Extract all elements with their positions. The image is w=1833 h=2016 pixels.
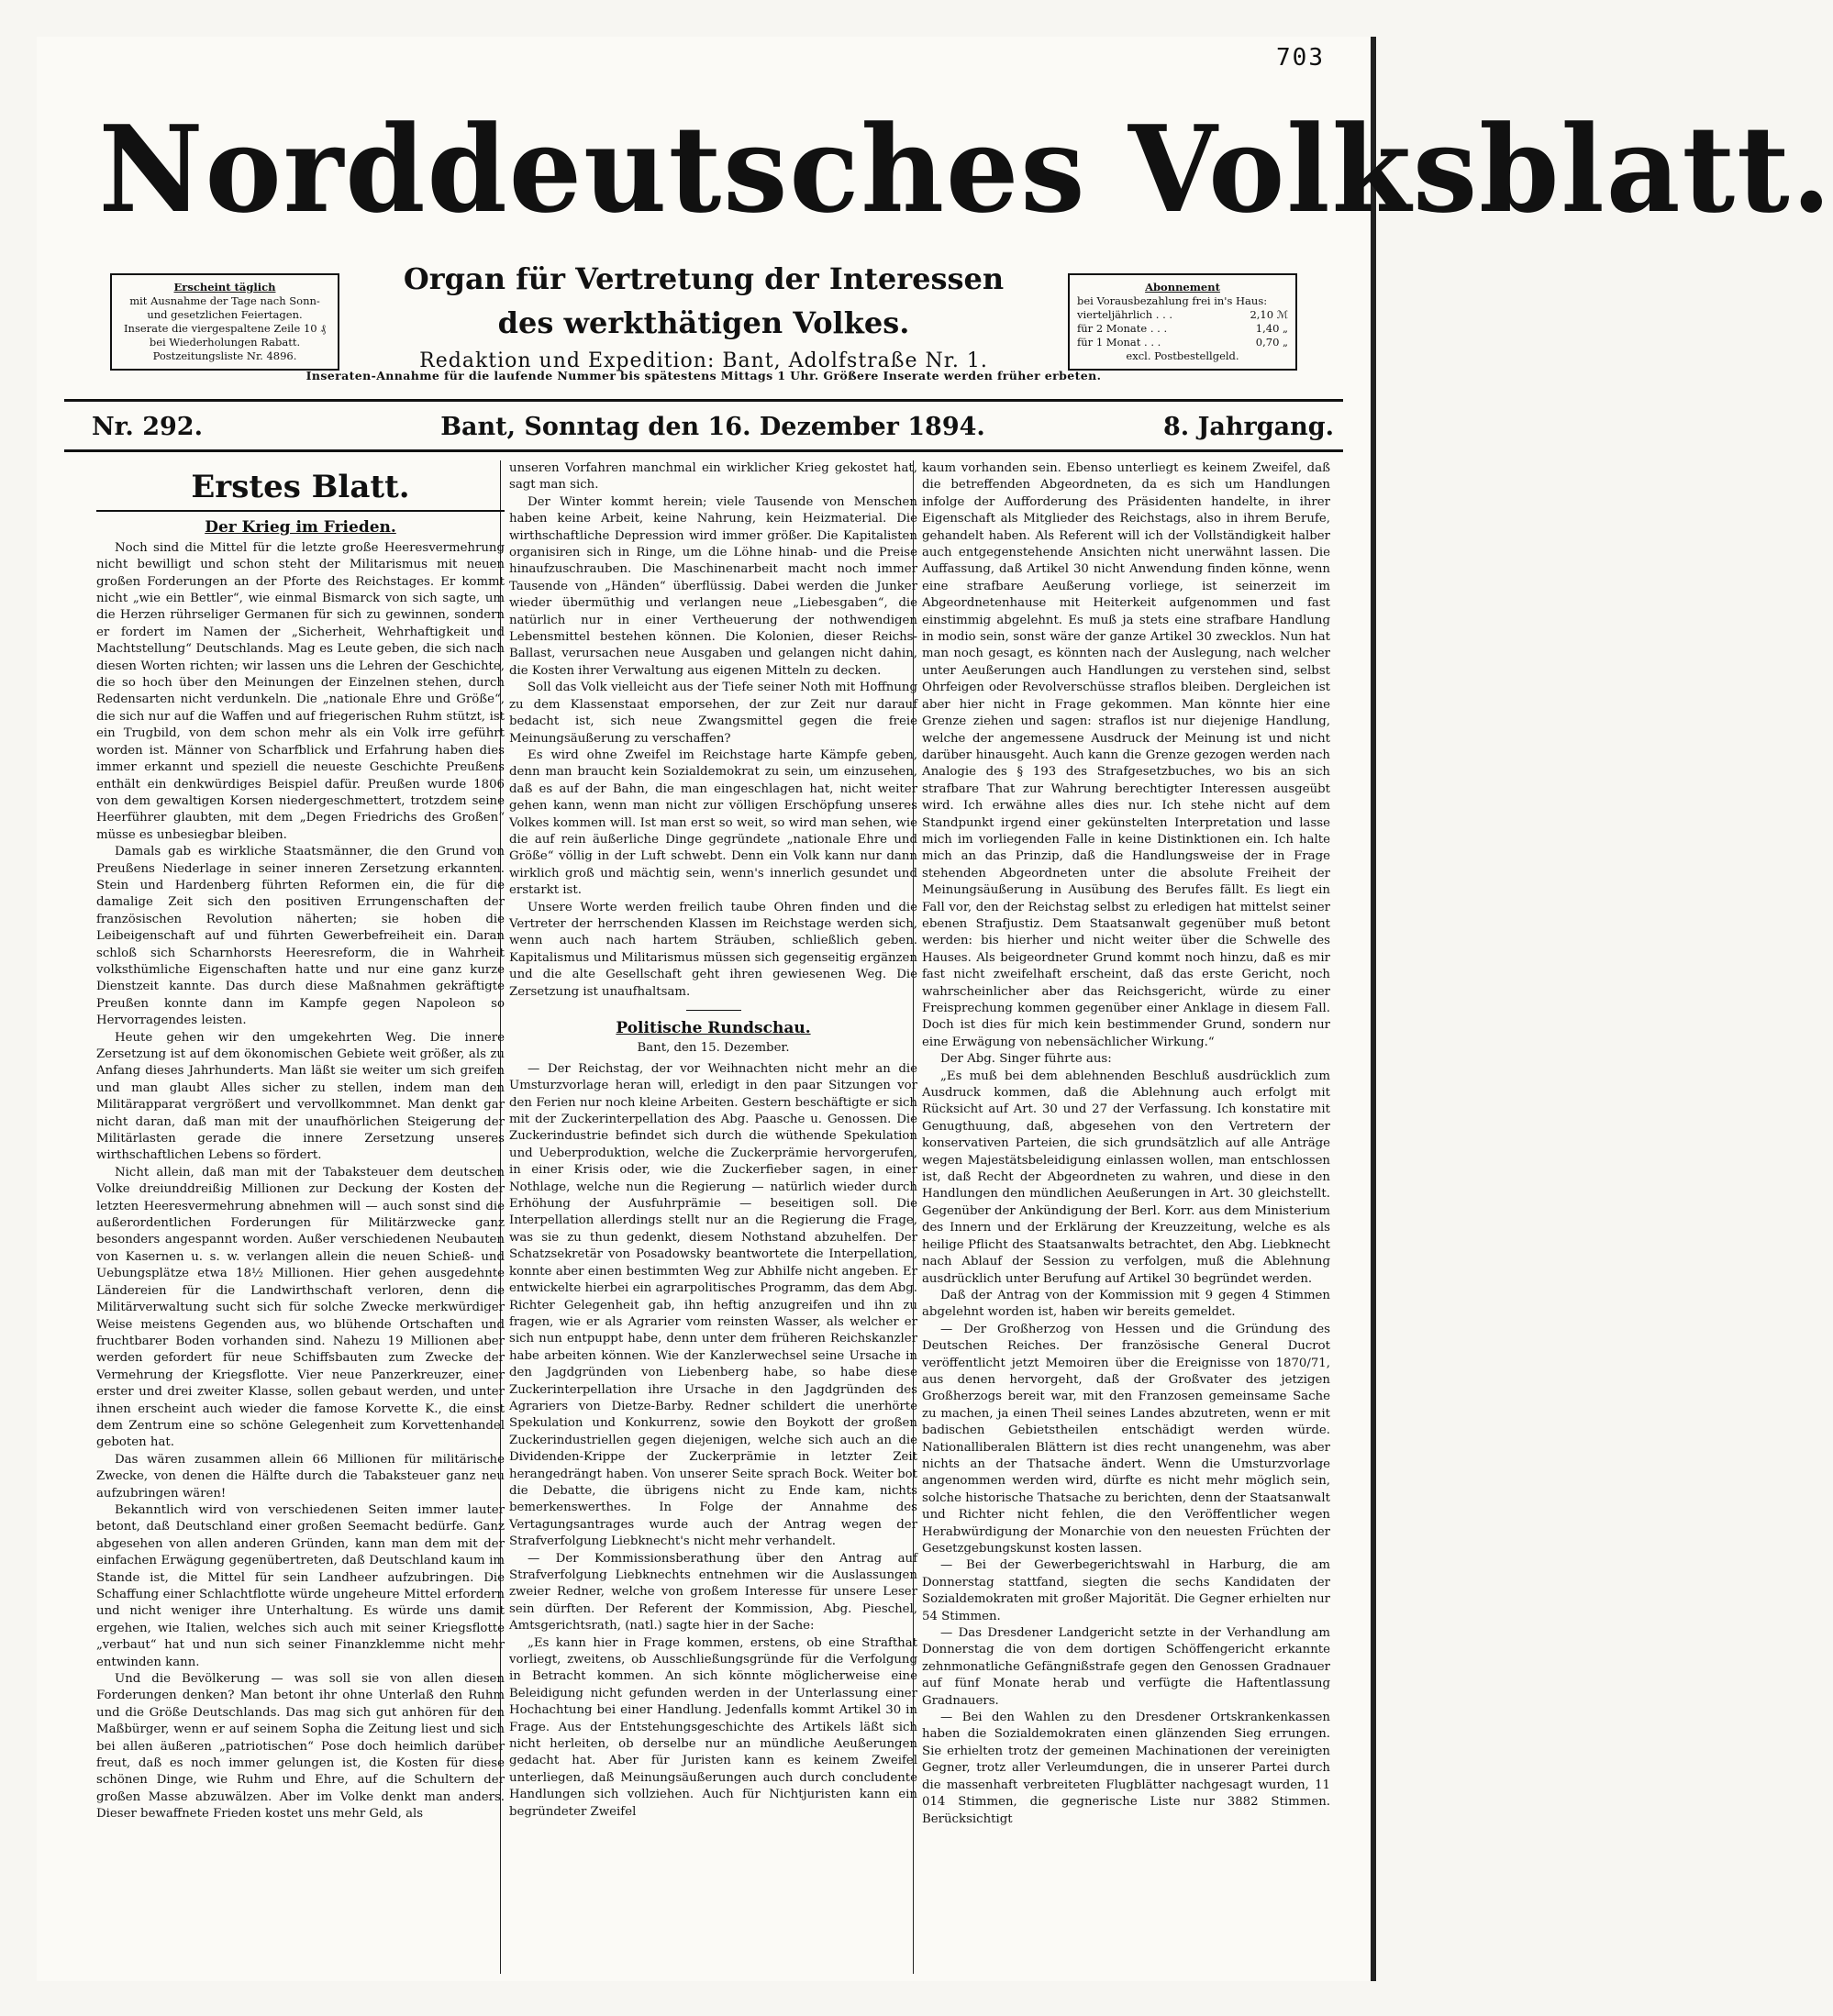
subscription-row-label: für 2 Monate . . . [1077,322,1168,335]
subscription-row-value: 1,40 „ [1255,322,1288,335]
publication-info-line: bei Wiederholungen Rabatt. [149,336,301,349]
article-paragraph: Soll das Volk vielleicht aus der Tiefe seiner Noth mit Hoffnung zu dem Klassenstaat emporsehen, der zur Zeit nur darauf bedacht ist, sich neue Zwangsmittel gegen die freie Meinungsäußerung zu verschaffen? [509,681,917,746]
masthead-title: Norddeutsches Volksblatt. [98,99,1833,239]
article-paragraph: — Das Dresdener Landgericht setzte in der Verhandlung am Donnerstag die von dem dortigen Schöffengericht erkannte zehnmonatliche Gefängnißstrafe gegen den Genossen Gradnauer auf fünf Monate herab und verfügte die Haftentlassung Gradnauers. [922,1626,1330,1708]
header-rule-top [64,399,1343,402]
subscription-row-value: 0,70 „ [1255,336,1288,349]
article-paragraph: Noch sind die Mittel für die letzte große Heeresvermehrung nicht bewilligt und schon steht der Militarismus mit neuen großen Forderungen an der Pforte des Reichstages. Er kommt nicht „wie ein Bettler“, wie einmal Bismarck von sich sagte, um die Herzen rührseliger Germanen für sich zu gewinnen, sondern er fordert im Namen der „Sicherheit, Wehrhaftigkeit und Machtstellung“ Deutschlands. Mag es Leute geben, die sich nach diesen Worten richten; wir lassen uns die Lehren der Geschichte, die so hoch über den Meinungen der Einzelnen stehen, durch Redensarten nicht verdunkeln. Die „nationale Ehre und Größe“, die sich nur auf die Waffen und auf friegerischen Ruhm stützt, ist ein Trugbild, von dem schon mehr als ein Volk irre geführt worden ist. Männer von Scharfblick und Erfahrung haben dies immer erkannt und speziell die neueste Geschichte Preußens enthält ein denkwürdiges Beispiel dafür. Preußen wurde 1806 von dem gewaltigen Korsen niedergeschmettert, trotzdem seine Heerführer glaubten, mit dem „Degen Friedrichs des Großen“ müsse es unbesiegbar bleiben. [96,540,505,842]
article-paragraph: Unsere Worte werden freilich taube Ohren finden und die Vertreter der herrschenden Klassen im Reichstage werden sich, wenn auch nach hartem Sträuben, schließlich geben. Kapitalismus und Militarismus müssen sich gegenseitig ergänzen und die alte Gesellschaft geht ihren gewiesenen Weg. Die Zersetzung ist unaufhaltsam. [509,900,917,999]
inserate-notice: Inseraten-Annahme für die laufende Nummer bis spätestens Mittags 1 Uhr. Größere Inserate werden früher erbeten. [306,369,1102,382]
article-paragraph: Daß der Antrag von der Kommission mit 9 gegen 4 Stimmen abgelehnt worden ist, haben wir bereits gemeldet. [922,1288,1330,1320]
publication-info-line: und gesetzlichen Feiertagen. [147,308,303,321]
volume-year: 8. Jahrgang. [1163,413,1334,441]
publication-info-box [110,273,339,371]
subscription-row [1077,322,1288,336]
article-paragraph: — Der Reichstag, der vor Weihnachten nicht mehr an die Umsturzvorlage heran will, erledigt in den paar Sitzungen vor den Ferien nur noch kleine Arbeiten. Gestern beschäftigte er sich mit der Zuckerinterpellation des Abg. Paasche u. Genossen. Die Zuckerindustrie befindet sich durch die wüthende Spekulation und Ueberproduktion, welche die Zuckerprämie hervorgerufen, in einer Krisis oder, wie die Zuckerfieber sagen, in einer Nothlage, welche nun die Regierung — natürlich wieder durch Erhöhung der Ausfuhrprämie — beseitigen soll. Die Interpellation allerdings stellt nur an die Regierung die Frage, was sie zu thun gedenkt, diesem Nothstand abzuhelfen. Der Schatzsekretär von Posadowsky beantwortete die Interpellation, konnte aber einen bestimmten Weg zur Abhilfe nicht angeben. Er entwickelte hierbei ein agrarpolitisches Programm, das dem Abg. Richter Gelegenheit gab, ihn heftig anzugreifen und ihn zu fragen, wie er als Agrarier vom reinsten Wasser, als welcher er sich nun entpuppt habe, denn unter dem früheren Reichskanzler habe arbeiten können. Wie der Kanzlerwechsel seine Ursache in den Jagdgründen von Liebenberg habe, so habe diese Zuckerinterpellation ihre Ursache in den Jagdgründen des Agrariers von Dietze-Barby. Redner schildert die unerhörte Spekulation und Konkurrenz, sowie den Boykott der großen Zuckerindustriellen gegen diejenigen, welche sich auch an die Dividenden-Krippe der Zuckerprämie in letzter Zeit herangedrängt haben. Von unserer Seite sprach Bock. Weiter bot die Debatte, die übrigens nicht zu Ende kam, nichts bemerkenswerthes. In Folge der Annahme des Vertagungsantrages wurde auch der Antrag wegen der Strafverfolgung Liebknecht's nicht mehr verhandelt. [509,1061,917,1549]
article-paragraph: unseren Vorfahren manchmal ein wirklicher Krieg gekostet hat, sagt man sich. [509,461,917,493]
subscription-row-label: für 1 Monat . . . [1077,336,1161,349]
issue-number: Nr. 292. [92,413,203,441]
article-paragraph: — Der Großherzog von Hessen und die Gründung des Deutschen Reiches. Der französische General Ducrot veröffentlicht jetzt Memoiren über die Ereignisse von 1870/71, aus denen hervorgeht, daß der Großvater des jetzigen Großherzogs bereit war, mit den Franzosen gemeinsame Sache zu machen, ja einen Theil seines Landes abzutreten, wenn er mit badischen Gebietstheilen entschädigt werden würde. Nationalliberalen Blättern ist dies recht unangenehm, was aber nichts an der Thatsache ändert. Wenn die Umsturzvorlage angenommen werden wird, dürfte es nicht mehr möglich sein, solche historische Thatsache zu berichten, denn der Staatsanwalt und Richter nicht fehlen, die den Veröffentlicher wegen Herabwürdigung der Monarchie von den neuesten Früchten der Gesetzgebungskunst kosten lassen. [922,1322,1330,1556]
subtitle [385,257,1022,378]
column-3 [922,460,1330,1974]
article-paragraph: „Es muß bei dem ablehnenden Beschluß ausdrücklich zum Ausdruck kommen, daß die Ablehnung auch erfolgt mit Rücksicht auf Art. 30 und 27 der Verfassung. Ich konstatire mit Genugthuung, daß, abgesehen von den Vertretern der konservativen Parteien, die sich grundsätzlich auf alle Anträge wegen Majestätsbeleidigung einlassen wollen, man entschlossen ist, daß Recht der Abgeordneten zu wahren, und diese in den Handlungen den mündlichen Aeußerungen in Art. 30 gleichstellt. Gegenüber der Ankündigung der Berl. Korr. aus dem Ministerium des Innern und der Erklärung der Kreuzzeitung, welche es als heilige Pflicht des Staatsanwalts betrachtet, den Abg. Liebknecht nach Ablauf der Session zu verfolgen, muß die Ablehnung ausdrücklich unter Berufung auf Artikel 30 begründet werden. [922,1069,1330,1286]
publication-info-line: mit Ausnahme der Tage nach Sonn- [129,294,320,307]
subscription-row [1077,308,1288,322]
newspaper-page [37,37,1833,1981]
column-2 [509,460,917,1974]
article-paragraph: Das wären zusammen allein 66 Millionen für militärische Zwecke, von denen die Hälfte durch die Tabaksteuer ganz neu aufzubringen wären! [96,1452,505,1501]
rundschau-headline: Politische Rundschau. [616,1019,811,1037]
subscription-row-value: 2,10 ℳ [1250,308,1288,321]
article-separator [686,1010,741,1011]
article-paragraph: — Bei den Wahlen zu den Dresdener Ortskrankenkassen haben die Sozialdemokraten einen glänzenden Sieg errungen. Sie erhielten trotz der gemeinen Machinationen der vereinigten Gegner, trotz aller Verleumdungen, die in unserer Partei durch die massenhaft verbreiteten Flugblätter nachgesagt wurden, 11 014 Stimmen, die gegnerische Liste nur 3882 Stimmen. Berücksichtigt [922,1711,1330,1826]
article-paragraph: Es wird ohne Zweifel im Reichstage harte Kämpfe geben, denn man braucht kein Sozialdemokrat zu sein, um einzusehen, daß es auf der Bahn, die man eingeschlagen hat, nicht weiter gehen kann, wenn man nicht zur völligen Erschöpfung unseres Volkes kommen will. Ist man erst so weit, so wird man sehen, wie die auf rein äußerliche Dinge gegründete „nationale Ehre und Größe“ völlig in der Luft schwebt. Denn ein Volk kann nur dann wirklich groß und mächtig sein, wenn's innerlich gesundet und erstarkt ist. [509,748,917,898]
article-paragraph: Und die Bevölkerung — was soll sie von allen diesen Forderungen denken? Man betont ihr ohne Unterlaß den Ruhm und die Größe Deutschlands. Das mag sich gut anhören für den Maßbürger, wenn er auf seinem Sopha die Zeitung liest und sich bei allen äußeren „patriotischen“ Pose doch heimlich darüber freut, daß es noch immer gelungen ist, die Kosten für diese schönen Dinge, wie Ruhm und Ehre, auf die Schultern der großen Masse abzuwälzen. Aber im Volke denkt man anders. Dieser bewaffnete Frieden kostet uns mehr Geld, als [96,1672,505,1822]
section-title: Erstes Blatt. [191,469,410,505]
publication-info-title: Erscheint täglich [173,281,276,294]
page-number: 703 [1276,44,1325,72]
article-paragraph: Damals gab es wirkliche Staatsmänner, die den Grund von Preußens Niederlage in seiner inneren Zersetzung erkannten. Stein und Hardenberg führten Reformen ein, die für die damalige Zeit sich den positiven Errungenschaften der französischen Revolution näherten; sie hoben die Leibeigenschaft auf und führten Gewerbefreiheit ein. Daran schloß sich Scharnhorsts Heeresreform, die in Wahrheit volksthümliche Eigenschaften hatte und nur eine ganz kurze Dienstzeit kannte. Das durch diese Maßnahmen gekräftigte Preußen konnte dann im Kampfe gegen Napoleon so Hervorragendes leisten. [96,845,505,1028]
subscription-footer: excl. Postbestellgeld. [1126,349,1239,362]
article-paragraph: Heute gehen wir den umgekehrten Weg. Die innere Zersetzung ist auf dem ökonomischen Gebiete weit größer, als zu Anfang dieses Jahrhunderts. Man läßt sie weiter um sich greifen und man glaubt Alles sicher zu stellen, indem man den Militärapparat vergrößert und vervollkommnet. Man denkt gar nicht daran, daß man mit der unaufhörlichen Steigerung der Militärlasten gerade die innere Zersetzung unseres wirthschaftlichen Lebens so fördert. [96,1030,505,1163]
publication-info-line: Postzeitungsliste Nr. 4896. [152,349,297,362]
header-rule-bottom [64,449,1343,452]
article-paragraph: kaum vorhanden sein. Ebenso unterliegt es keinem Zweifel, daß die betreffenden Abgeordneten, da es sich um Handlungen infolge der Aufforderung des Präsidenten handelte, in ihrer Eigenschaft als Mitglieder des Reichstags, also in ihrem Berufe, gehandelt haben. Als Referent will ich der Vollständigkeit halber auch entgegenstehende Ansichten nicht unerwähnt lassen. Die Auffassung, daß Artikel 30 nicht Anwendung finden könne, wenn eine strafbare Aeußerung vorliege, ist seinerzeit im Abgeordnetenhause mit Heiterkeit aufgenommen und fast einstimmig abgelehnt. Es muß ja stets eine strafbare Handlung in modio sein, sonst wäre der ganze Artikel 30 zwecklos. Nun hat man noch gesagt, es könnten nach der Auslegung, nach welcher unter Aeußerungen auch Handlungen zu verstehen sind, selbst Ohrfeigen oder Revolverschüsse straflos bleiben. Dergleichen ist aber hier nicht in Frage gekommen. Man könnte hier eine Grenze ziehen und sagen: straflos ist nur diejenige Handlung, welche der angemessene Ausdruck der Meinung ist und nicht darüber hinausgeht. Auch kann die Grenze gezogen werden nach Analogie des § 193 des Strafgesetzbuches, wo bis an sich strafbare That zur Wahrung berechtigter Interessen ausgeübt wird. Ich erwähne alles dies nur. Ich stehe nicht auf dem Standpunkt irgend einer gekünstelten Interpretation und lasse mich im vorliegenden Falle in keine Distinktionen ein. Ich halte mich an das Prinzip, daß die Handlungsweise der in Frage stehenden Abgeordneten unter die absolute Freiheit der Meinungsäußerung in Ausübung des Berufes fällt. Es liegt ein Fall vor, den der Reichstag selbst zu erledigen hat mittelst seiner ebenen Strafjustiz. Dem Staatsanwalt gegenüber muß betont werden: bis hierher und nicht weiter über die Schwelle des Hauses. Als beigeordneter Grund kommt noch hinzu, daß es mir fast nicht zweifelhaft erscheint, daß das erste Gericht, noch wahrscheinlicher aber das Reichsgericht, würde zu einer Freisprechung kommen gegenüber einer Anklage in diesem Fall. Doch ist dies für mich kein bestimmender Grund, sondern nur eine Erwägung von nebensächlicher Wirkung.“ [922,461,1330,1049]
editorial-address: Redaktion und Expedition: Bant, Adolfstraße Nr. 1. [419,349,988,372]
subscription-box [1068,273,1297,371]
article-paragraph: — Der Kommissionsberathung über den Antrag auf Strafverfolgung Liebknechts entnehmen wir die Auslassungen zweier Redner, welche von großem Interesse für unsere Leser sein dürften. Der Referent der Kommission, Abg. Pieschel, Amtsgerichtsrath, (natl.) sagte hier in der Sache: [509,1551,917,1634]
issue-date: Bant, Sonntag den 16. Dezember 1894. [440,413,985,441]
publication-info-line: Inserate die viergespaltene Zeile 10 ₰ [124,322,326,335]
subscription-row [1077,336,1288,349]
section-rule [96,510,505,512]
article-paragraph: Der Abg. Singer führte aus: [940,1052,1112,1067]
subtitle-line-1: Organ für Vertretung der Interessen [403,261,1005,296]
article-paragraph: „Es kann hier in Frage kommen, erstens, ob eine Strafthat vorliegt, zweitens, ob Ausschließungsgründe für die Verfolgung in Betracht kommen. An sich könnte möglicherweise eine Beleidigung nicht gefunden werden in der Unterlassung einer Hochachtung bei einer Handlung. Jedenfalls kommt Artikel 30 in Frage. Aus der Entstehungsgeschichte des Artikels läßt sich nicht herleiten, ob derselbe nur an mündliche Aeußerungen gedacht hat. Aber für Juristen kann es keinem Zweifel unterliegen, daß Meinungsäußerungen auch durch concludente Handlungen sich vollziehen. Auch für Nichtjuristen kann ein begründeter Zweifel [509,1635,917,1819]
article-paragraph: Bekanntlich wird von verschiedenen Seiten immer lauter betont, daß Deutschland einer großen Seemacht bedürfe. Ganz abgesehen von allen anderen Gründen, kann man dem mit der einfachen Erwägung gegenübertreten, daß Deutschland kaum im Stande ist, die Mittel für sein Landheer aufzubringen. Die Schaffung einer Schlachtflotte würde ungeheure Mittel erfordern und nicht weniger ihre Unterhaltung. Es würde uns damit ergehen, wie Italien, welches sich auch mit seiner Kriegsflotte „verbaut“ hat und nun sich seiner Finanzklemme nicht mehr entwinden kann. [96,1502,505,1669]
subscription-row-label: vierteljährlich . . . [1077,308,1173,321]
article-paragraph: — Bei der Gewerbegerichtswahl in Harburg, die am Donnerstag stattfand, siegten die sechs Kandidaten der Sozialdemokraten mit großer Majorität. Die Gegner erhielten nur 54 Stimmen. [922,1558,1330,1623]
article-headline: Der Krieg im Frieden. [205,518,396,537]
subscription-title: Abonnement [1145,281,1220,294]
article-paragraph: Nicht allein, daß man mit der Tabaksteuer dem deutschen Volke dreiunddreißig Millionen zur Deckung der Kosten der letzten Heeresvermehrung abnehmen will — auch sonst sind die außerordentlichen Forderungen für Militärzwecke ganz besonders angespannt worden. Außer verschiedenen Neubauten von Kasernen u. s. w. verlangen allein die neuen Schieß- und Uebungsplätze etwa 18½ Millionen. Hier gehen ausgedehnte Ländereien für die Landwirthschaft verloren, denn die Militärverwaltung sucht sich für solche Zwecke merkwürdiger Weise meistens Gegenden aus, wo blühende Ortschaften und fruchtbarer Boden vorhanden sind. Nahezu 19 Millionen aber werden gefordert für neue Schiffsbauten zum Zwecke der Vermehrung der Kriegsflotte. Vier neue Panzerkreuzer, einer erster und drei zweiter Klasse, sollen gebaut werden, und unter ihnen erscheint auch wieder die famose Korvette K., die einst dem Zentrum eine so schöne Gelegenheit zum Korvettenhandel geboten hat. [96,1165,505,1450]
article-paragraph: Der Winter kommt herein; viele Tausende von Menschen haben keine Arbeit, keine Nahrung, kein Heizmaterial. Die wirthschaftliche Depression wird immer größer. Die Kapitalisten organisiren sich in Ringe, um die Löhne hinab- und die Preise hinaufzuschrauben. Die Maschinenarbeit macht noch immer Tausende von „Händen“ überflüssig. Dabei werden die Junker wieder übermüthig und verlangen neue „Liebesgaben“, die natürlich nur in einer Vertheuerung der nothwendigen Lebensmittel bestehen können. Die Kolonien, dieser Reichs-Ballast, verursachen neue Ausgaben und gelangen nicht dahin, die Kosten ihrer Verwaltung aus eigenen Mitteln zu decken. [509,494,917,678]
rundschau-dateline: Bant, den 15. Dezember. [637,1041,790,1056]
subscription-intro: bei Vorausbezahlung frei in's Haus: [1077,294,1268,307]
subtitle-line-2: des werkthätigen Volkes. [497,305,910,340]
dateline [92,413,1334,449]
column-1 [96,460,505,1974]
